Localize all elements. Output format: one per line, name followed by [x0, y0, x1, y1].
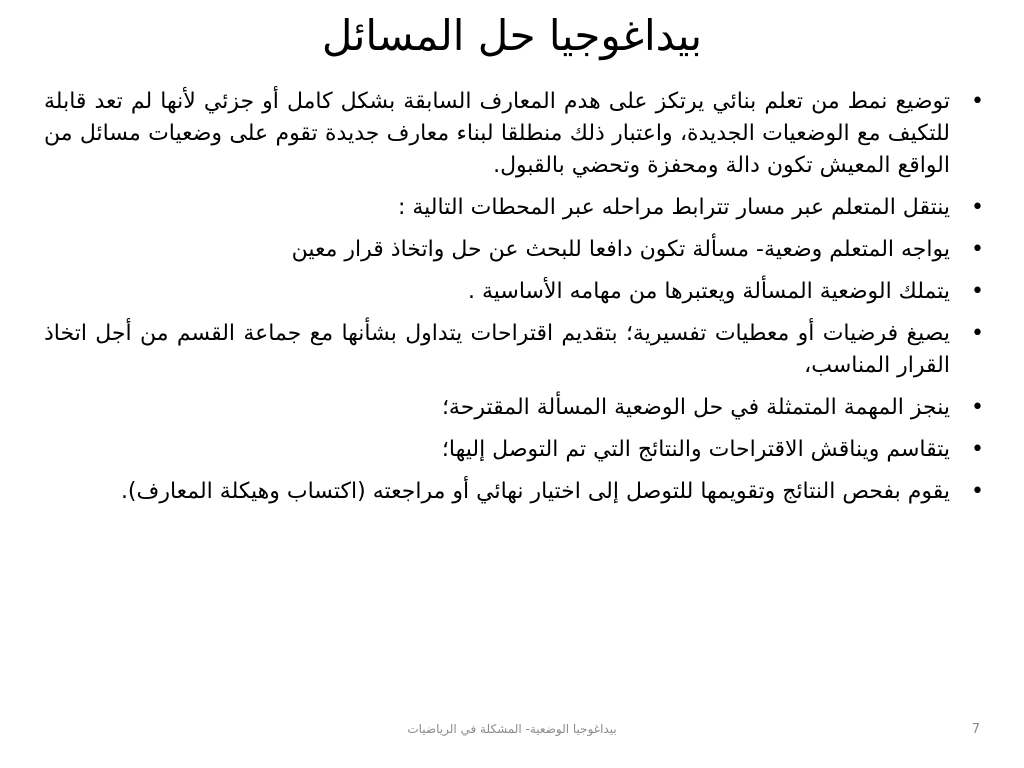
bullet-text: يتقاسم ويناقش الاقتراحات والنتائج التي تم التوصل إليها؛	[441, 437, 950, 462]
bullet-item	[44, 318, 990, 382]
slide-footer: بيداغوجيا الوضعية- المشكلة في الرياضيات	[407, 722, 617, 736]
slide-title: بيداغوجيا حل المسائل	[321, 11, 703, 60]
bullet-icon: •	[971, 237, 984, 262]
bullet-item	[44, 86, 990, 182]
bullet-icon: •	[971, 321, 984, 346]
bullet-text: يقوم بفحص النتائج وتقويمها للتوصل إلى اختيار نهائي أو مراجعته (اكتساب وهيكلة المعارف).	[120, 479, 950, 504]
bullet-text: ينتقل المتعلم عبر مسار تترابط مراحله عبر المحطات التالية :	[397, 195, 950, 220]
page-number: 7	[971, 722, 980, 737]
bullet-text: ينجز المهمة المتمثلة في حل الوضعية المسألة المقترحة؛	[441, 395, 950, 420]
bullet-icon: •	[971, 195, 984, 220]
bullet-icon: •	[971, 395, 984, 420]
bullet-item	[44, 276, 990, 308]
bullet-icon: •	[971, 89, 984, 114]
bullet-item	[44, 434, 990, 466]
bullet-item	[44, 476, 990, 508]
bullet-item	[44, 192, 990, 224]
bullet-text: توضيع نمط من تعلم بنائي يرتكز على هدم المعارف السابقة بشكل كامل أو جزئي لأنها لم تعد قابلة للتكيف مع الوضعيات الجديدة، واعتبار ذلك منطلقا لبناء معارف جديدة تقوم على وضعيات مسائل من الواقع المعيش تكون دالة ومحفزة وتحضي بالقبول.	[44, 89, 950, 178]
bullet-item	[44, 234, 990, 266]
bullet-text: يواجه المتعلم وضعية- مسألة تكون دافعا للبحث عن حل واتخاذ قرار معين	[291, 237, 950, 262]
bullet-icon: •	[971, 479, 984, 504]
bullet-text: يتملك الوضعية المسألة ويعتبرها من مهامه الأساسية .	[467, 279, 950, 304]
bullet-icon: •	[971, 279, 984, 304]
bullet-text: يصيغ فرضيات أو معطيات تفسيرية؛ بتقديم اقتراحات يتداول بشأنها مع جماعة القسم من أجل اتخاذ القرار المناسب،	[44, 321, 950, 378]
bullet-item	[44, 392, 990, 424]
bullet-list	[44, 86, 990, 518]
bullet-icon: •	[971, 437, 984, 462]
